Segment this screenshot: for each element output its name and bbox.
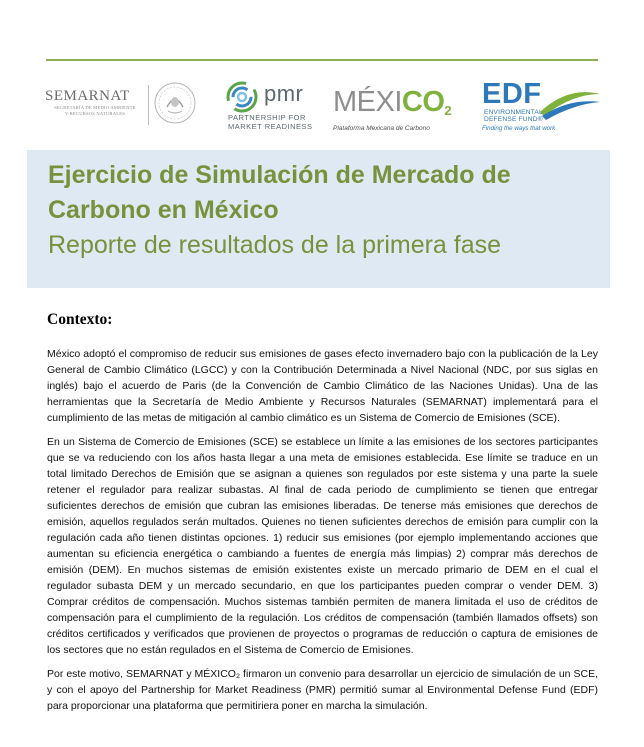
mexico2-logo	[333, 87, 468, 133]
pmr-tagline-line2: MARKET READINESS	[228, 121, 313, 131]
mexico2-word-part2: CO	[401, 86, 445, 118]
edf-name-line1: ENVIRONMENTAL	[484, 109, 543, 116]
edf-wordmark: EDF	[482, 78, 542, 110]
mexico2-word-part1: MÉXI	[333, 86, 402, 118]
edf-logo	[482, 79, 602, 139]
semarnat-subtitle-line2: Y RECURSOS NATURALES	[65, 110, 125, 116]
document-title-line2: Carbono en México	[48, 196, 279, 224]
edf-registered-mark: ®	[537, 116, 543, 123]
pmr-tagline	[228, 114, 313, 131]
paragraph: Por este motivo, SEMARNAT y MÉXICO₂ firmaron un convenio para desarrollar un ejercicio de simulación de un SCE, y con el apoyo del Partnership for Market Readiness (PMR) permitió sumar al Environmental Defense Fund (EDF) para proporcionar una plataforma que permitiriera poner en marcha la simulación.	[47, 668, 598, 712]
edf-name-line2	[484, 116, 543, 123]
logo-divider	[148, 85, 149, 125]
pmr-swirl-icon	[225, 80, 265, 114]
semarnat-subtitle-line1: SECRETARÍA DE MEDIO AMBIENTE	[54, 105, 136, 110]
paragraph: En un Sistema de Comercio de Emisiones (SCE) se establece un límite a las emisiones de los sectores participantes que se va reduciendo con los años hasta llegar a una meta de emisiones establecida. Ese límite se traduce en un total limitado Derechos de Emisión que se asignan a quienes son regulados por este sistema y una parte la suele retener el regulador para realizar subastas. Al final de cada periodo de cumplimiento se tienen que entregar suficientes derechos de emisión que cubran las emisiones liberadas. De tenerse más emisiones que derechos de emisión, aquellos regulados serán multados. Quienes no tienen suficientes derechos de emisión para cumplir con la regulación cada año tienen distintas opciones. 1) reducir sus emisiones (por ejemplo implementando acciones que aumentan su eficiencia energética o cambiando a fuentes de energía más limpias) 2) comprar más derechos de emisión (DEM). En muchos sistemas de emisión existentes existe un mercado primario de DEM en el cual el regulador subasta DEM y un mercado secundario, en que los participantes pueden comprar o vender DEM. 3) Comprar créditos de compensación. Muchos sistemas también permiten de manera limitada el uso de créditos de compensación para el cumplimiento de la regulación. Los créditos de compensación (también llamados offsets) son créditos certificados y verificados que provienen de proyectos o programas de reducción o captura de emisiones de los sectores que no están regulados en el Sistema de Comercio de Emisiones.	[47, 436, 598, 656]
semarnat-wordmark: SEMARNAT	[45, 88, 130, 104]
edf-tagline: Finding the ways that work	[482, 125, 556, 132]
partner-logos	[0, 75, 644, 145]
edf-name-line2-text: DEFENSE FUND	[484, 116, 538, 123]
document-title-line1: Ejercicio de Simulación de Mercado de	[48, 161, 511, 189]
title-banner	[27, 150, 610, 288]
mexico-seal-icon	[152, 80, 198, 126]
semarnat-subtitle	[45, 105, 145, 116]
pmr-wordmark: pmr	[264, 81, 304, 106]
document-subtitle: Reporte de resultados de la primera fase	[48, 231, 502, 259]
section-heading: Contexto:	[47, 311, 113, 328]
mexico2-wordmark	[333, 87, 468, 126]
mexico2-subscript: 2	[444, 103, 452, 118]
header-rule	[46, 59, 598, 61]
mexico2-tagline: Plataforma Mexicana de Carbono	[333, 125, 430, 132]
pmr-tagline-line1: PARTNERSHIP FOR	[228, 113, 306, 122]
paragraph: México adoptó el compromiso de reducir sus emisiones de gases efecto invernadero bajo con la publicación de la Ley General de Cambio Climático (LGCC) y con la Contribución Determinada a Nivel Nacional (NDC, por sus siglas en inglés) bajo el acuerdo de Paris (de la Convención de Cambio Climático de las Naciones Unidas). Una de las herramientas que la Secretaría de Medio Ambiente y Recursos Naturales (SEMARNAT) implementará para el cumplimiento de las metas de mitigación al cambio climático es un Sistema de Comercio de Emisiones (SCE).	[47, 348, 598, 424]
semarnat-logo	[45, 89, 145, 116]
edf-swoosh-icon	[538, 82, 602, 122]
